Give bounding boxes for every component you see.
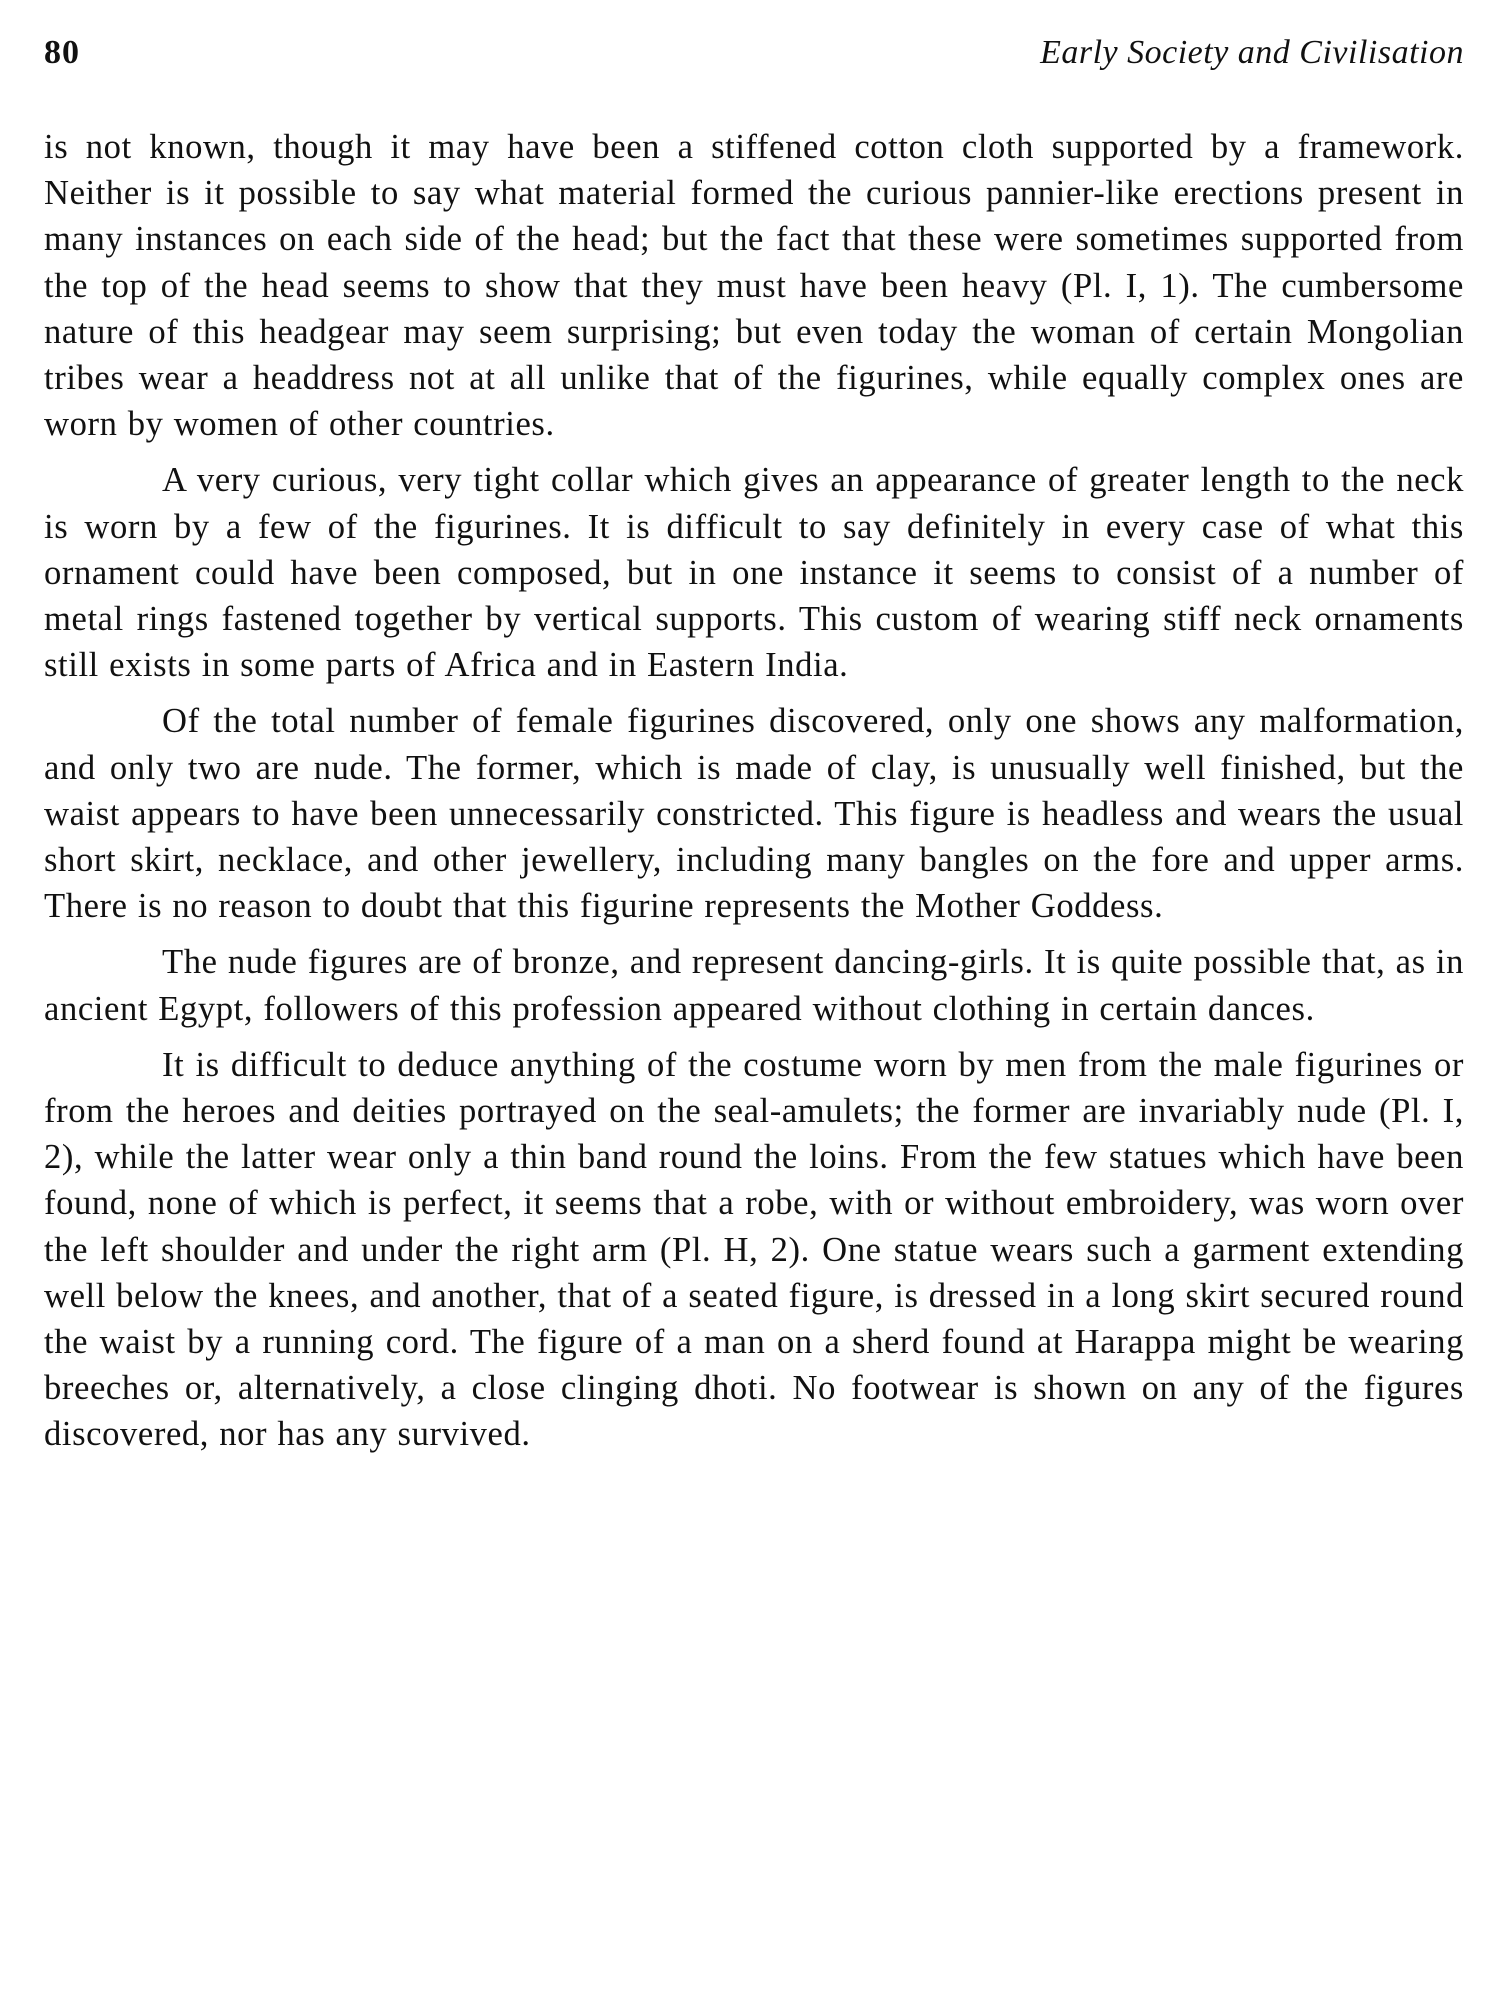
body-text [44, 124, 1464, 1468]
paragraph-nude-figures: The nude figures are of bronze, and represent dancing-girls. It is quite possible that, as in ancient Egypt, followers of this profession appeared without clothing in certain dances. [44, 943, 1464, 1028]
paragraph-collar: A very curious, very tight collar which gives an appearance of greater length to the neck is worn by a few of the figurines. It is difficult to say definitely in every case of what this ornament could have been composed, but in one instance it seems to consist of a number of metal rings fastened together by vertical supports. This custom of wearing stiff neck ornaments still exists in some parts of Africa and in Eastern India. [44, 461, 1464, 685]
paragraph-male-costume: It is difficult to deduce anything of the costume worn by men from the male figurines or from the heroes and deities portrayed on the seal-amulets; the former are invariably nude (Pl. I, 2), while the latter wear only a thin band round the loins. From the few statues which have been found, none of which is perfect, it seems that a robe, with or without embroidery, was worn over the left shoulder and under the right arm (Pl. H, 2). One statue wears such a garment extending well below the knees, and another, that of a seated figure, is dressed in a long skirt secured round the waist by a running cord. The figure of a man on a sherd found at Harappa might be wearing breeches or, alternatively, a close clinging dhoti. No footwear is shown on any of the figures discovered, nor has any survived. [44, 1045, 1464, 1454]
page-header [44, 34, 1464, 84]
paragraph-female-figurines: Of the total number of female figurines discovered, only one shows any malformation, and only two are nude. The former, which is made of clay, is unusually well finished, but the waist appears to have been unnecessarily constricted. This figure is headless and wears the usual short skirt, necklace, and other jewellery, including many bangles on the fore and upper arms. There is no reason to doubt that this figurine represents the Mother Goddess. [44, 702, 1464, 926]
running-title: Early Society and Civilisation [1040, 34, 1464, 71]
paragraph-continued: is not known, though it may have been a stiffened cotton cloth supported by a framework. Neither is it possible to say what material formed the curious pannier-like erections present in many instances on each side of the head; but the fact that these were sometimes supported from the top of the head seems to show that they must have been heavy (Pl. I, 1). The cumbersome nature of this headgear may seem surprising; but even today the woman of certain Mongolian tribes wear a headdress not at all unlike that of the figurines, while equally complex ones are worn by women of other countries. [44, 128, 1464, 444]
page-number: 80 [44, 34, 80, 71]
